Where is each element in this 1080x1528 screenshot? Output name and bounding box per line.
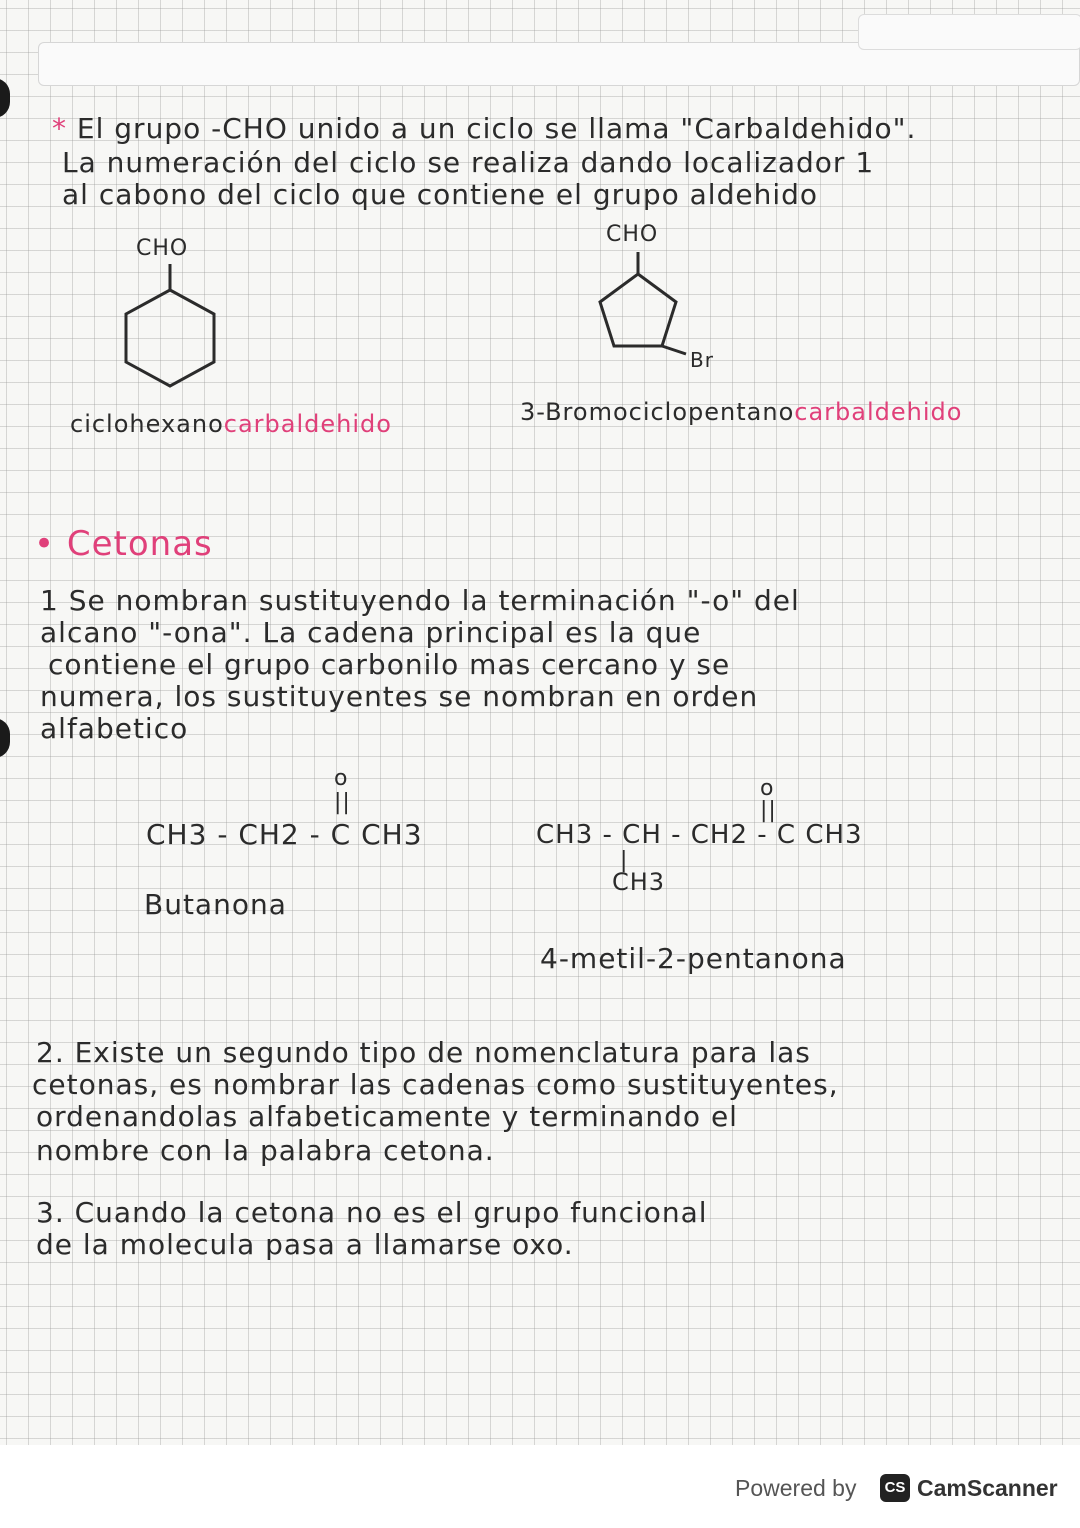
binder-hole (0, 718, 10, 758)
compound-name: 3-Bromociclopentanocarbaldehido (520, 398, 963, 426)
oxygen-label: o (334, 766, 349, 791)
cho-label: CHO (136, 236, 189, 261)
binder-hole (0, 78, 10, 118)
note-text: El grupo -CHO unido a un ciclo se llama "Carbaldehido". (76, 112, 917, 145)
note-line: 2. Existe un segundo tipo de nomenclatura para las (36, 1036, 811, 1069)
note-line: nombre con la palabra cetona. (36, 1134, 495, 1167)
compound-name: 4-metil-2-pentanona (540, 942, 847, 975)
oxygen-label: o (760, 776, 775, 801)
double-bond: || (760, 798, 777, 823)
section-heading (34, 524, 213, 564)
branch-group: CH3 (612, 868, 666, 896)
br-label: Br (690, 348, 714, 372)
note-line: de la molecula pasa a llamarse oxo. (36, 1228, 574, 1261)
powered-by-text: Powered by (735, 1475, 857, 1501)
cyclohexane-ring (120, 262, 220, 392)
note-line: alfabetico (40, 712, 189, 745)
note-line: ordenandolas alfabeticamente y terminando el (36, 1100, 738, 1133)
note-line: 1 Se nombran sustituyendo la terminación "-o" del (40, 584, 800, 617)
note-line: alcano "-ona". La cadena principal es la que (40, 616, 702, 649)
note-line: numera, los sustituyentes se nombran en orden (40, 680, 759, 713)
cyclopentane-ring (590, 250, 710, 360)
note-line: La numeración del ciclo se realiza dando localizador 1 (62, 146, 875, 179)
compound-name: Butanona (144, 888, 287, 921)
bullet-dot: • (34, 524, 56, 564)
camscanner-logo-icon: CS (880, 1474, 910, 1502)
page-date-box (858, 14, 1080, 50)
asterisk-bullet: * (52, 112, 67, 145)
formula: CH3 - CH - CH2 - C CH3 (536, 820, 863, 850)
note-line: 3. Cuando la cetona no es el grupo funcional (36, 1196, 708, 1229)
note-line: al cabono del ciclo que contiene el grupo aldehido (62, 178, 819, 211)
compound-name: ciclohexanocarbaldehido (70, 410, 392, 438)
note-line (52, 112, 916, 145)
branch-bond: | (620, 848, 629, 873)
note-line: cetonas, es nombrar las cadenas como sustituyentes, (32, 1068, 839, 1101)
note-line: contiene el grupo carbonilo mas cercano y se (48, 648, 731, 681)
heading-text: Cetonas (66, 524, 213, 564)
camscanner-brand: CamScanner (917, 1475, 1058, 1501)
formula: CH3 - CH2 - C CH3 (146, 818, 423, 851)
cho-label: CHO (606, 222, 659, 247)
double-bond: || (334, 790, 351, 815)
